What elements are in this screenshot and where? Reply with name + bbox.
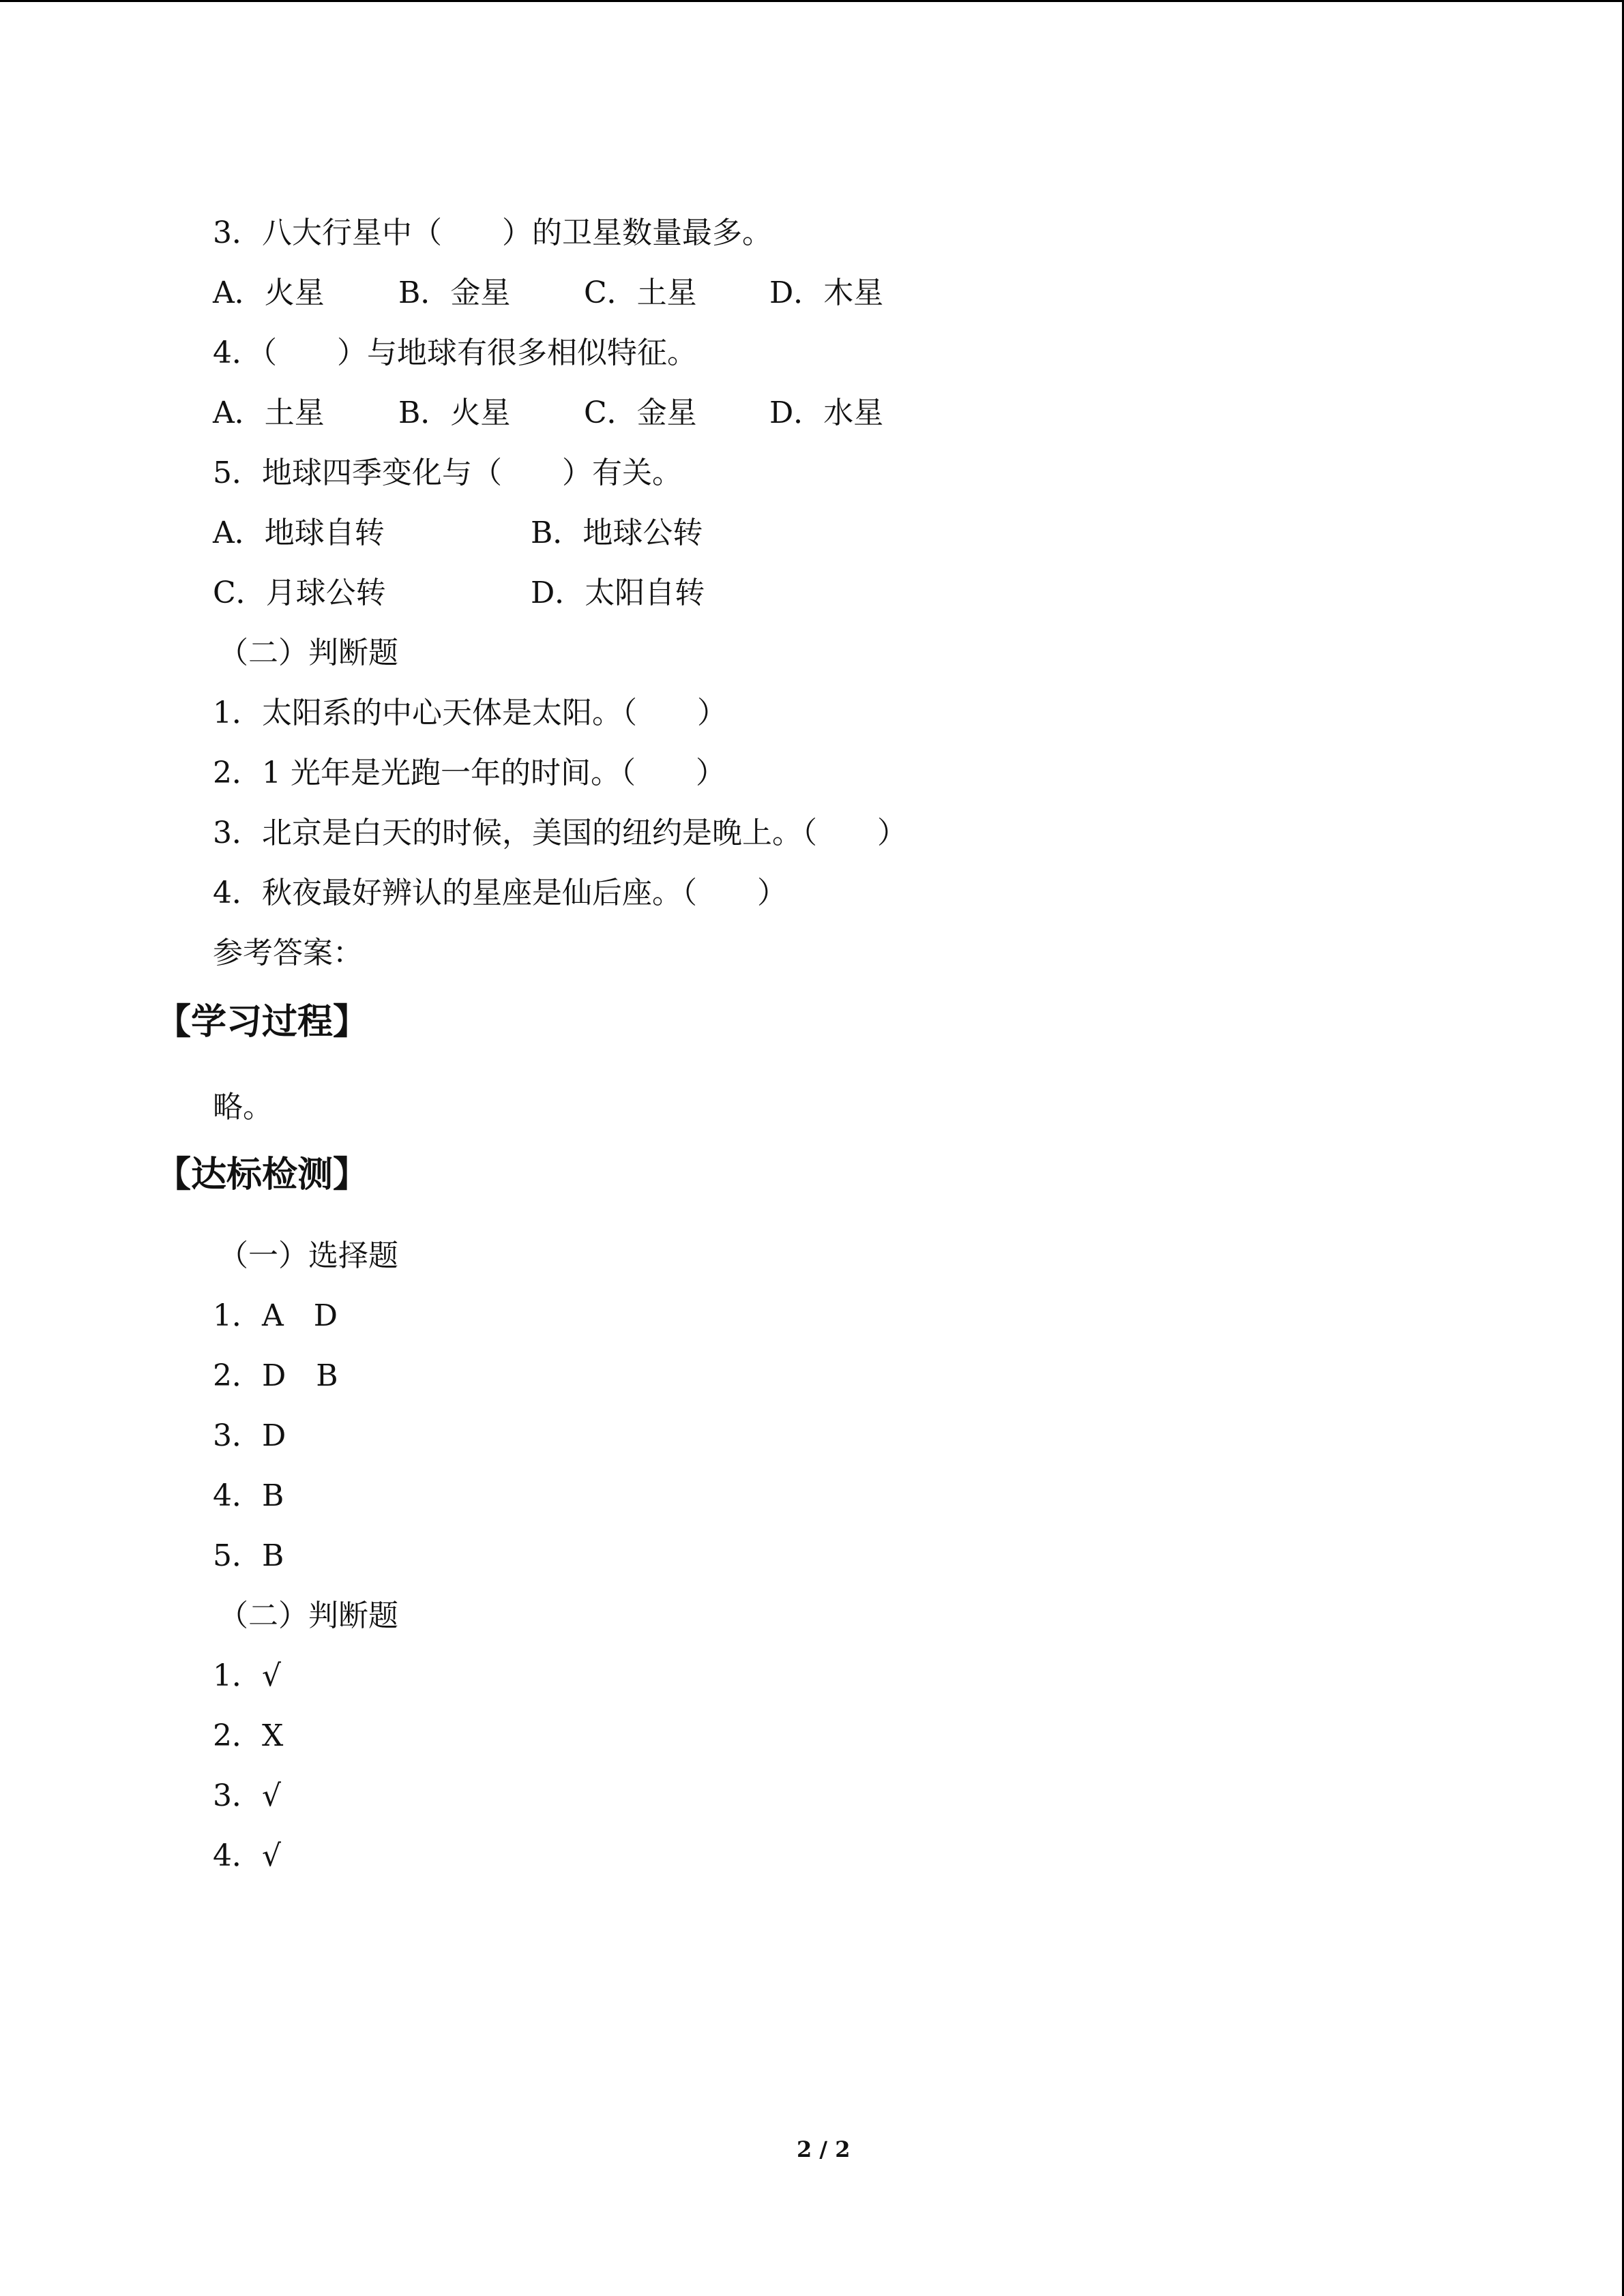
option-b: B．地球公转 bbox=[531, 516, 703, 550]
judge-answer: 1．√ bbox=[213, 1658, 282, 1693]
judgement-section-title: （二）判断题 bbox=[218, 636, 398, 670]
option-a: A．地球自转 bbox=[213, 516, 385, 550]
option-b: B．火星 bbox=[398, 396, 511, 430]
choice-answer: 1．A D bbox=[213, 1298, 338, 1333]
option-c: C．金星 bbox=[584, 396, 697, 430]
choice-answer: 3．D bbox=[213, 1418, 286, 1453]
choice-answer: 2．D B bbox=[213, 1358, 338, 1393]
page-number: 2 / 2 bbox=[797, 2136, 851, 2162]
option-d: D．太阳自转 bbox=[531, 576, 705, 610]
choice-answer: 4．B bbox=[213, 1478, 284, 1513]
option-a: A．火星 bbox=[213, 275, 325, 310]
judge-answer: 2．X bbox=[213, 1718, 284, 1753]
question-3-stem: 3．八大行星中（ ）的卫星数量最多。 bbox=[213, 215, 772, 250]
option-d: D．水星 bbox=[769, 396, 884, 430]
judge-answers-title: （二）判断题 bbox=[218, 1598, 398, 1633]
option-b: B．金星 bbox=[398, 275, 511, 310]
question-5-options-row-2 bbox=[213, 573, 705, 614]
question-4-options bbox=[213, 393, 883, 434]
question-3-options bbox=[213, 273, 883, 314]
learning-process-body: 略。 bbox=[213, 1090, 273, 1124]
judge-answer: 4．√ bbox=[213, 1838, 282, 1873]
option-a: A．土星 bbox=[213, 396, 325, 430]
answers-label: 参考答案： bbox=[213, 936, 363, 970]
question-5-options-row-1 bbox=[213, 513, 703, 554]
judgement-item-2: 2．1 光年是光跑一年的时间。（ ） bbox=[213, 756, 726, 790]
question-4-stem: 4．（ ）与地球有很多相似特征。 bbox=[213, 336, 697, 370]
judgement-item-4: 4．秋夜最好辨认的星座是仙后座。（ ） bbox=[213, 876, 787, 910]
judgement-item-3: 3．北京是白天的时候，美国的纽约是晚上。（ ） bbox=[213, 816, 907, 850]
top-border bbox=[0, 0, 1624, 2]
option-c: C．土星 bbox=[584, 275, 697, 310]
option-d: D．木星 bbox=[769, 275, 884, 310]
choice-answer: 5．B bbox=[213, 1538, 284, 1573]
assessment-heading: 【达标检测】 bbox=[156, 1154, 369, 1195]
judgement-item-1: 1．太阳系的中心天体是太阳。（ ） bbox=[213, 696, 727, 730]
learning-process-heading: 【学习过程】 bbox=[156, 1002, 369, 1043]
question-5-stem: 5．地球四季变化与（ ）有关。 bbox=[213, 456, 682, 490]
choice-answers-title: （一）选择题 bbox=[218, 1238, 398, 1273]
option-c: C．月球公转 bbox=[213, 576, 386, 610]
judge-answer: 3．√ bbox=[213, 1778, 282, 1813]
